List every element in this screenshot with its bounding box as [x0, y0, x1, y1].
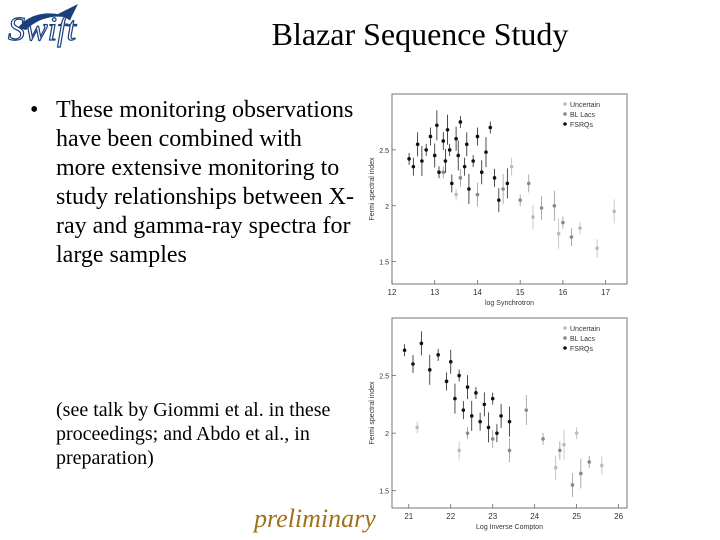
data-point [466, 385, 470, 389]
x-tick-label: 21 [404, 512, 414, 521]
y-tick-label: 1.5 [379, 488, 389, 496]
legend-entry: Uncertain [570, 102, 600, 109]
data-point [476, 193, 480, 197]
data-point [499, 414, 503, 418]
x-axis-label: log Synchrotron [484, 300, 535, 307]
data-point [457, 449, 461, 453]
data-point [487, 426, 491, 430]
data-point [448, 148, 452, 152]
data-point [524, 408, 528, 412]
legend-marker [563, 336, 567, 340]
data-point [466, 431, 470, 435]
data-point [527, 182, 531, 186]
data-point [446, 128, 450, 132]
data-point [488, 126, 492, 130]
data-point [467, 187, 471, 191]
data-point [495, 431, 499, 435]
data-point [437, 170, 441, 174]
data-point [441, 139, 445, 143]
x-tick-label: 12 [387, 288, 397, 297]
bullet-dot: • [30, 97, 39, 123]
data-point [420, 159, 424, 163]
legend-entry: FSRQs [570, 346, 593, 353]
data-point [570, 235, 574, 239]
data-point [420, 342, 424, 346]
data-point [612, 210, 616, 214]
data-point [491, 397, 495, 401]
legend-marker [563, 346, 567, 350]
data-point [483, 403, 487, 407]
data-point [558, 449, 562, 453]
legend-marker [563, 122, 567, 126]
x-tick-label: 16 [558, 288, 568, 297]
data-point [554, 466, 558, 470]
data-point [587, 460, 591, 464]
data-point [457, 374, 461, 378]
x-tick-label: 26 [614, 512, 624, 521]
data-point [579, 472, 583, 476]
data-point [571, 483, 575, 487]
plot-inverse-compton [362, 312, 652, 534]
x-tick-label: 15 [515, 288, 525, 297]
data-point [484, 150, 488, 154]
data-point [476, 135, 480, 139]
x-tick-label: 23 [488, 512, 498, 521]
data-point [428, 368, 432, 372]
y-tick-label: 2 [385, 431, 389, 439]
data-point [541, 437, 545, 441]
data-point [531, 215, 535, 219]
x-tick-label: 14 [473, 288, 482, 297]
data-point [595, 246, 599, 250]
legend-entry: BL Lacs [570, 112, 596, 119]
data-point [478, 420, 482, 424]
logo-wordmark: Swift [8, 11, 77, 48]
x-tick-label: 13 [430, 288, 440, 297]
data-point [600, 464, 604, 468]
data-point [540, 206, 544, 210]
data-point [459, 176, 463, 180]
data-point [416, 142, 420, 146]
data-point [403, 348, 407, 352]
data-point [493, 176, 497, 180]
x-tick-label: 22 [446, 512, 456, 521]
preliminary-label: preliminary [254, 504, 376, 533]
data-point [436, 353, 440, 357]
data-point [407, 157, 411, 161]
data-point [491, 437, 495, 441]
data-point [445, 380, 449, 384]
data-point [462, 408, 466, 412]
data-point [412, 165, 416, 169]
legend-marker [563, 112, 567, 116]
data-point [435, 123, 439, 127]
reference-note: (see talk by Giommi et al. in these proceedings; and Abdo et al., in preparation) [56, 399, 331, 469]
data-point [501, 187, 505, 191]
data-point [562, 443, 566, 447]
plot-synchrotron [362, 88, 652, 310]
y-tick-label: 2.5 [379, 147, 389, 155]
data-point [429, 135, 433, 139]
data-point [518, 198, 522, 202]
data-point [441, 170, 445, 174]
legend-entry: Uncertain [570, 326, 600, 333]
data-point [415, 426, 419, 430]
x-axis-label: Log Inverse Compton [476, 524, 543, 531]
x-tick-label: 24 [530, 512, 540, 521]
data-point [449, 360, 453, 364]
data-point [433, 154, 437, 158]
data-point [575, 431, 579, 435]
inverse-compton-scatter-plot [362, 312, 652, 534]
data-point [561, 221, 565, 225]
data-point [450, 182, 454, 186]
data-point [480, 170, 484, 174]
data-point [578, 226, 582, 230]
synchrotron-scatter-plot [362, 88, 652, 310]
data-point [470, 414, 474, 418]
data-point [463, 165, 467, 169]
data-point [424, 148, 428, 152]
data-point [444, 159, 448, 163]
legend-entry: BL Lacs [570, 336, 596, 343]
bullet-text: These monitoring observations have been combined with more extensive monitoring to study relationships between X-ray and gamma-ray spectra for large samples [56, 97, 354, 268]
data-point [510, 165, 514, 169]
data-point [453, 397, 457, 401]
y-axis-label: Fermi spectral index [369, 157, 376, 221]
data-point [411, 362, 415, 366]
data-point [471, 159, 475, 163]
y-tick-label: 2 [385, 203, 389, 211]
data-point [497, 198, 501, 202]
data-point [474, 391, 478, 395]
data-point [459, 120, 463, 124]
data-point [465, 142, 469, 146]
data-point [508, 420, 512, 424]
y-tick-label: 1.5 [379, 259, 389, 267]
data-point [454, 193, 458, 197]
slide-title: Blazar Sequence Study [271, 16, 569, 52]
data-point [508, 449, 512, 453]
x-tick-label: 25 [572, 512, 582, 521]
data-point [454, 137, 458, 141]
legend-marker [563, 102, 567, 106]
y-tick-label: 2.5 [379, 373, 389, 381]
legend-entry: FSRQs [570, 122, 593, 129]
data-point [557, 232, 561, 236]
swift-logo [0, 0, 140, 48]
legend-marker [563, 326, 567, 330]
x-tick-label: 17 [601, 288, 611, 297]
data-point [456, 154, 460, 158]
y-axis-label: Fermi spectral index [369, 381, 376, 445]
data-point [553, 204, 557, 208]
data-point [506, 182, 510, 186]
